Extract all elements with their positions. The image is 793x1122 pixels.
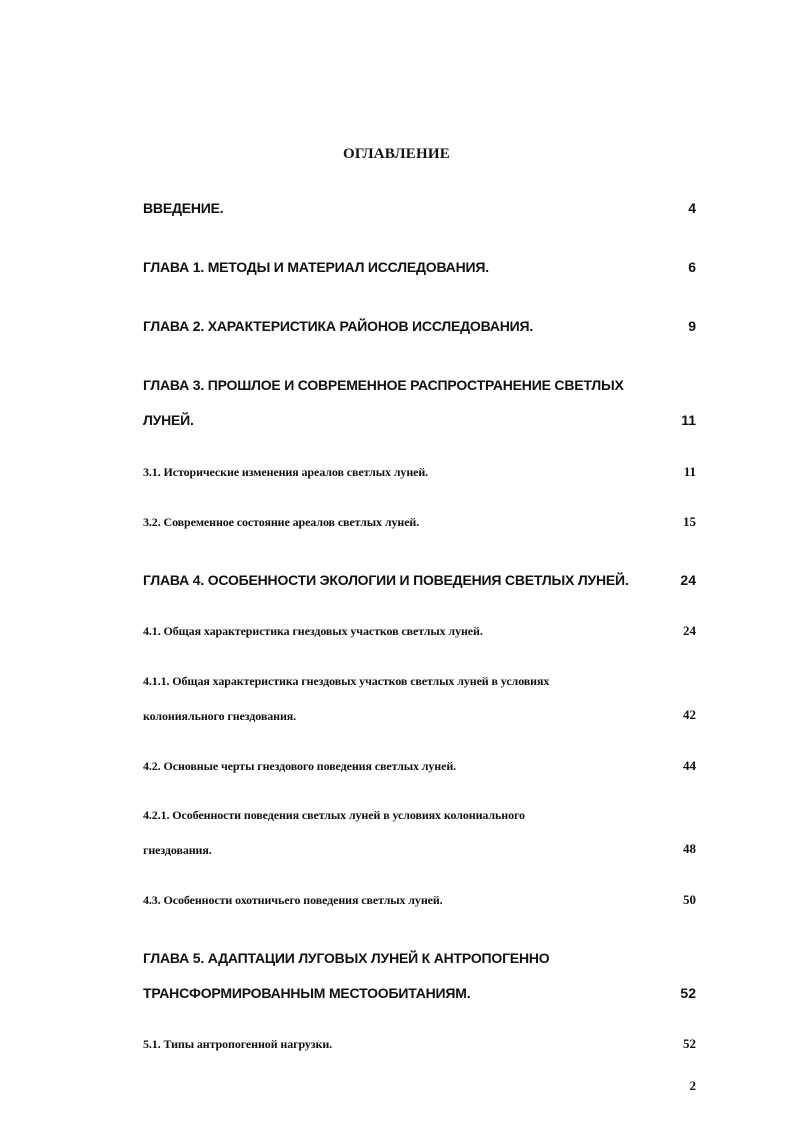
page-number: 2 [689,1078,696,1093]
toc-page-number: 4 [688,200,696,216]
toc-entry-chapter-5-line-2: ТРАНСФОРМИРОВАННЫМ МЕСТООБИТАНИЯМ. [143,985,471,1001]
toc-entry-section-4-2-1-line-1: 4.2.1. Особенности поведения светлых луней в условиях колониального [143,808,525,822]
toc-page-number: 24 [683,623,696,638]
toc-page-number: 9 [688,318,696,334]
toc-page-number: 48 [683,841,696,856]
toc-entry-chapter-3-line-1: ГЛАВА 3. ПРОШЛОЕ И СОВРЕМЕННОЕ РАСПРОСТРАНЕНИЕ СВЕТЛЫХ [143,377,624,393]
toc-page-number: 42 [683,707,696,722]
toc-entry-section-4-2: 4.2. Основные черты гнездового поведения светлых луней. [143,759,457,773]
toc-entry-section-3-1: 3.1. Исторические изменения ареалов светлых луней. [143,465,429,479]
toc-entry-introduction: ВВЕДЕНИЕ. [143,200,224,216]
toc-entry-chapter-1: ГЛАВА 1. МЕТОДЫ И МАТЕРИАЛ ИССЛЕДОВАНИЯ. [143,259,489,275]
toc-page-number: 52 [683,1036,696,1051]
toc-entry-section-4-1: 4.1. Общая характеристика гнездовых участков светлых луней. [143,624,483,638]
toc-entry-section-5-1: 5.1. Типы антропогенной нагрузки. [143,1037,333,1051]
toc-page-number: 24 [680,572,696,588]
toc-page-number: 11 [683,464,696,479]
toc-page-number: 44 [683,758,696,773]
toc-entry-chapter-3-line-2: ЛУНЕЙ. [143,412,194,428]
toc-title: ОГЛАВЛЕНИЕ [343,146,450,162]
toc-entry-section-4-1-1-line-1: 4.1.1. Общая характеристика гнездовых участков светлых луней в условиях [143,674,550,688]
toc-entry-section-4-1-1-line-2: колонияльного гнездования. [143,709,297,723]
toc-entry-section-4-3: 4.3. Особенности охотничьего поведения светлых луней. [143,893,443,907]
toc-entry-chapter-2: ГЛАВА 2. ХАРАКТЕРИСТИКА РАЙОНОВ ИССЛЕДОВАНИЯ. [143,318,534,334]
toc-entry-chapter-4: ГЛАВА 4. ОСОБЕННОСТИ ЭКОЛОГИИ И ПОВЕДЕНИЯ СВЕТЛЫХ ЛУНЕЙ. [143,572,629,588]
toc-page-number: 15 [683,514,696,529]
toc-page-number: 52 [680,985,696,1001]
toc-entry-chapter-5-line-1: ГЛАВА 5. АДАПТАЦИИ ЛУГОВЫХ ЛУНЕЙ К АНТРОПОГЕННО [143,950,550,966]
toc-entry-section-3-2: 3.2. Современное состояние ареалов светлых луней. [143,515,420,529]
toc-entry-section-4-2-1-line-2: гнездования. [143,843,212,857]
toc-page-number: 6 [688,259,696,275]
toc-page-number: 11 [681,412,696,428]
toc-page-number: 50 [683,892,696,907]
